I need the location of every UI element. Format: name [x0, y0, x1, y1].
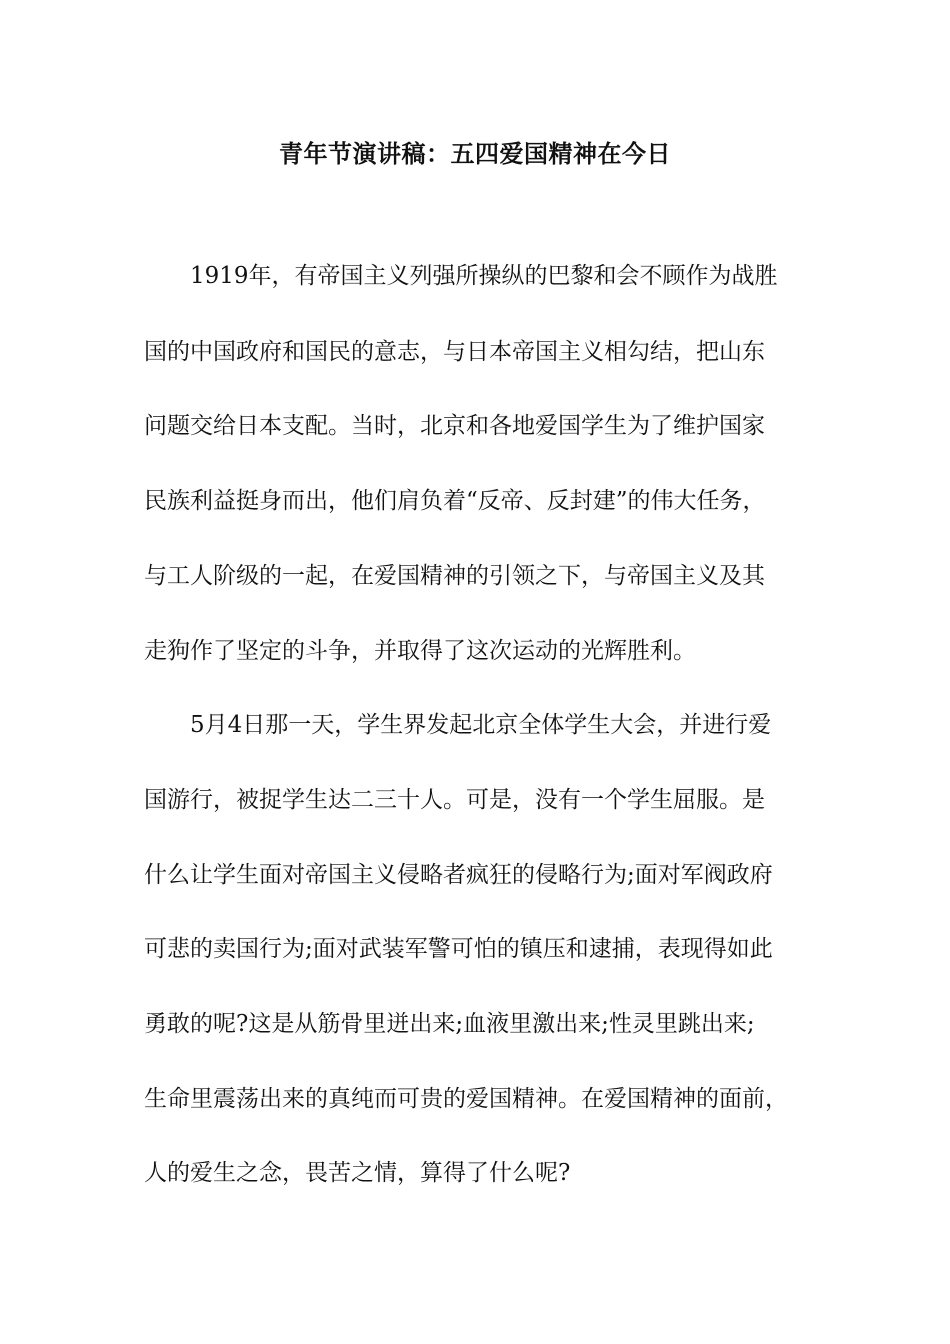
paragraph-line: 问题交给日本支配。当时，北京和各地爱国学生为了维护国家	[144, 413, 765, 439]
paragraph-line: 什么让学生面对帝国主义侵略者疯狂的侵略行为;面对军阀政府	[144, 862, 773, 888]
paragraph-line: 走狗作了坚定的斗争，并取得了这次运动的光辉胜利。	[144, 638, 696, 664]
paragraph-line: 可悲的卖国行为;面对武装军警可怕的镇压和逮捕，表现得如此	[144, 936, 773, 962]
paragraph-line: 国游行，被捉学生达二三十人。可是，没有一个学生屈服。是	[144, 787, 765, 813]
paragraph-line: 勇敢的呢?这是从筋骨里迸出来;血液里激出来;性灵里跳出来;	[144, 1011, 755, 1037]
paragraph-line: 人的爱生之念，畏苦之情，算得了什么呢?	[144, 1160, 571, 1186]
paragraph-line: 与工人阶级的一起，在爱国精神的引领之下，与帝国主义及其	[144, 563, 765, 589]
paragraph-line: 民族利益挺身而出，他们肩负着“反帝、反封建”的伟大任务，	[144, 488, 766, 514]
paragraph-line: 国的中国政府和国民的意志，与日本帝国主义相勾结，把山东	[144, 339, 765, 365]
document-title: 青年节演讲稿：五四爱国精神在今日	[279, 140, 671, 168]
paragraph-line: 1919年，有帝国主义列强所操纵的巴黎和会不顾作为战胜	[190, 263, 778, 289]
paragraph-line: 生命里震荡出来的真纯而可贵的爱国精神。在爱国精神的面前，	[144, 1086, 788, 1112]
paragraph-line: 5月4日那一天，学生界发起北京全体学生大会，并进行爱	[190, 712, 772, 738]
